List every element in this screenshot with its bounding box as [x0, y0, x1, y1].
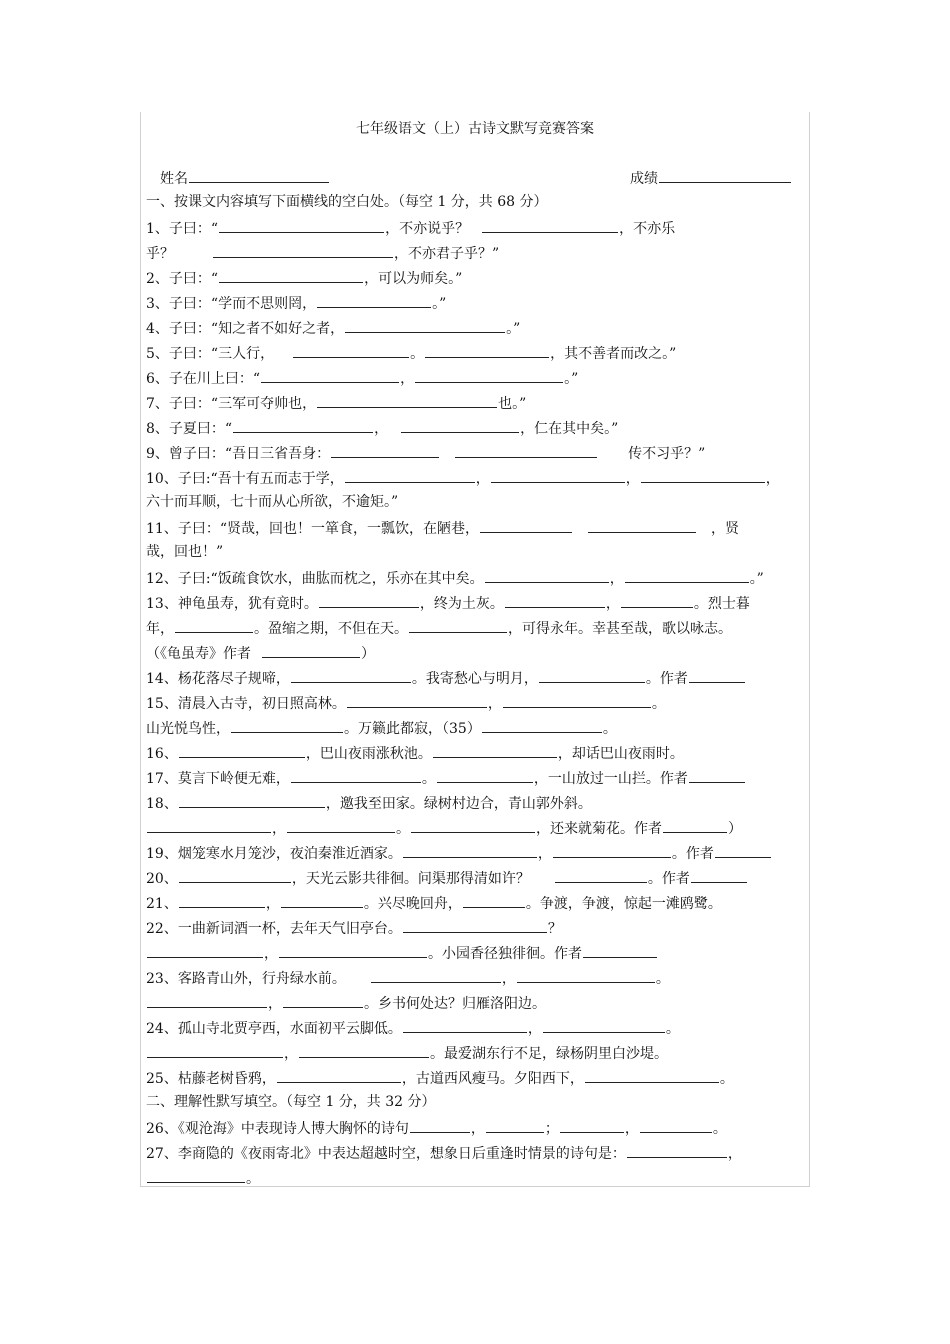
text-seg: 。	[421, 771, 436, 787]
text-seg: 3、子曰：“学而不思则罔，	[146, 296, 317, 312]
answer-blank[interactable]	[331, 442, 439, 458]
text-seg: 二、理解性默写填空。（每空 1 分，共 32 分）	[146, 1094, 436, 1110]
question-19	[146, 842, 806, 864]
text-seg: 18、	[146, 796, 178, 812]
text-seg: ，	[727, 1146, 742, 1162]
answer-blank[interactable]	[486, 1117, 544, 1133]
text-seg: ，却话巴山夜雨时。	[557, 746, 684, 762]
text-seg: 六十而耳顺，七十而从心所欲，不逾矩。”	[146, 494, 399, 510]
text-seg: ，	[284, 1046, 298, 1062]
answer-blank[interactable]	[283, 992, 363, 1008]
text-seg: 。烈士暮	[693, 596, 750, 612]
text-seg: ，	[400, 371, 415, 387]
answer-blank[interactable]	[262, 642, 360, 658]
question-5	[146, 342, 806, 364]
answer-blank[interactable]	[641, 467, 765, 483]
text-seg: ，	[605, 596, 620, 612]
answer-blank[interactable]	[319, 592, 419, 608]
answer-blank[interactable]	[219, 267, 363, 283]
question-15	[146, 692, 806, 714]
text-seg: ，古道西风瘦马。夕阳西下，	[401, 1071, 584, 1087]
text-seg: 。作者	[671, 846, 714, 862]
answer-blank[interactable]	[553, 842, 671, 858]
answer-blank[interactable]	[401, 417, 519, 433]
text-seg: 11、子曰：“贤哉，回也！一箪食，一瓢饮，在陋巷，	[146, 521, 479, 537]
answer-blank[interactable]	[291, 667, 411, 683]
text-seg: 15、清晨入古寺，初日照高林。	[146, 696, 346, 712]
answer-blank[interactable]	[219, 217, 384, 233]
name-label: 姓名	[160, 171, 188, 187]
answer-blank[interactable]	[287, 817, 395, 833]
answer-blank[interactable]	[299, 1042, 429, 1058]
text-seg: 。”	[564, 371, 579, 387]
text-seg: ，	[374, 421, 389, 437]
answer-blank[interactable]	[482, 217, 618, 233]
text-seg: 6、子在川上曰：“	[146, 371, 261, 387]
answer-blank[interactable]	[455, 442, 597, 458]
text-seg: ，	[625, 471, 640, 487]
text-seg: 12、子曰:“饭疏食饮水，曲肱而枕之，乐亦在其中矣。	[146, 571, 484, 587]
text-seg: ；	[544, 1121, 559, 1137]
text-seg: 也。”	[498, 396, 527, 412]
answer-blank[interactable]	[403, 842, 537, 858]
text-seg: ，	[487, 696, 502, 712]
text-seg: 20、	[146, 871, 178, 887]
question-1-cont	[146, 242, 806, 264]
text-seg: 。”	[506, 321, 521, 337]
question-13	[146, 592, 806, 614]
score-label: 成绩	[630, 171, 658, 187]
text-seg: 。	[665, 1021, 680, 1037]
answer-blank[interactable]	[409, 617, 507, 633]
question-11-cont	[146, 542, 806, 562]
text-seg: ，	[470, 1121, 485, 1137]
text-seg: ，可得永年。幸甚至哉，歌以咏志。	[508, 621, 732, 637]
text-seg: 16、	[146, 746, 178, 762]
answer-blank[interactable]	[503, 692, 651, 708]
question-14	[146, 667, 806, 689]
text-seg: ，天光云影共徘徊。问渠那得清如许？	[291, 871, 530, 887]
answer-blank[interactable]	[463, 892, 525, 908]
answer-blank[interactable]	[281, 892, 363, 908]
answer-blank[interactable]	[347, 692, 487, 708]
text-seg: ？	[547, 921, 562, 937]
question-6	[146, 367, 806, 389]
text-seg: ，	[264, 946, 278, 962]
question-24-cont	[146, 1042, 806, 1064]
answer-blank[interactable]	[233, 417, 373, 433]
answer-blank[interactable]	[539, 667, 645, 683]
text-seg: 。	[712, 1121, 727, 1137]
answer-blank[interactable]	[485, 567, 609, 583]
question-27	[146, 1142, 806, 1164]
answer-blank[interactable]	[517, 967, 655, 983]
answer-blank[interactable]	[663, 817, 727, 833]
text-seg: 1、子曰：“	[146, 221, 219, 237]
text-seg: 。	[410, 346, 425, 362]
text-seg: ，巴山夜雨涨秋池。	[305, 746, 432, 762]
answer-blank[interactable]	[279, 942, 427, 958]
text-seg: ，不亦乐	[619, 221, 676, 237]
text-seg: ，	[265, 896, 280, 912]
question-11	[146, 517, 806, 539]
text-seg: 。作者	[645, 671, 688, 687]
answer-blank[interactable]	[640, 1117, 712, 1133]
question-3	[146, 292, 806, 314]
answer-blank[interactable]	[433, 742, 557, 758]
question-13-cont	[146, 617, 806, 639]
text-seg: 。”	[749, 571, 764, 587]
answer-blank[interactable]	[371, 967, 501, 983]
text-seg: 。兴尽晚回舟，	[363, 896, 462, 912]
text-seg: ，其不善者而改之。”	[550, 346, 677, 362]
answer-blank[interactable]	[715, 842, 771, 858]
answer-blank[interactable]	[179, 792, 325, 808]
text-seg: ，还来就菊花。作者	[536, 821, 662, 837]
text-seg: ，	[624, 1121, 639, 1137]
text-seg: 年，	[146, 621, 174, 637]
text-seg: ）	[728, 821, 742, 837]
answer-blank[interactable]	[543, 1017, 665, 1033]
text-seg: ，仁在其中矣。”	[520, 421, 619, 437]
answer-blank[interactable]	[555, 867, 647, 883]
text-seg: 。盈缩之期，不但在天。	[254, 621, 408, 637]
text-seg: ，不亦君子乎？”	[394, 246, 500, 262]
text-seg: ，	[609, 571, 624, 587]
answer-blank[interactable]	[691, 867, 747, 883]
answer-blank[interactable]	[491, 467, 625, 483]
text-seg: 26、《观沧海》中表现诗人博大胸怀的诗句	[146, 1121, 409, 1137]
text-seg: ，	[475, 471, 490, 487]
question-13-author	[146, 642, 806, 664]
question-4	[146, 317, 806, 339]
text-seg: 。争渡，争渡，惊起一滩鸥鹭。	[525, 896, 722, 912]
question-8	[146, 417, 806, 439]
text-seg: 22、一曲新词酒一杯，去年天气旧亭台。	[146, 921, 402, 937]
question-17	[146, 767, 806, 789]
text-seg: ，贤	[710, 521, 739, 537]
answer-blank[interactable]	[147, 1042, 283, 1058]
answer-blank[interactable]	[560, 1117, 624, 1133]
answer-blank[interactable]	[317, 392, 497, 408]
score-field	[630, 167, 792, 189]
text-seg: 山光悦鸟性，	[146, 721, 230, 737]
text-seg: 8、子夏曰：“	[146, 421, 233, 437]
text-seg: ，终为土灰。	[419, 596, 504, 612]
answer-blank[interactable]	[345, 317, 505, 333]
text-seg: 24、孤山寺北贾亭西，水面初平云脚低。	[146, 1021, 402, 1037]
text-seg: 。	[246, 1171, 260, 1187]
text-seg: 7、子曰：“三军可夺帅也，	[146, 396, 317, 412]
question-22-cont	[146, 942, 806, 964]
answer-blank[interactable]	[625, 567, 749, 583]
answer-blank[interactable]	[689, 667, 745, 683]
text-seg: ，	[765, 471, 780, 487]
answer-blank[interactable]	[411, 817, 535, 833]
answer-blank[interactable]	[293, 342, 409, 358]
answer-blank[interactable]	[147, 992, 267, 1008]
question-27-cont	[146, 1167, 806, 1189]
score-blank[interactable]	[659, 167, 791, 183]
answer-blank[interactable]	[291, 767, 421, 783]
text-seg: 。作者	[647, 871, 690, 887]
text-seg: 传不习乎？”	[628, 446, 706, 462]
answer-blank[interactable]	[277, 1067, 401, 1083]
question-10	[146, 467, 806, 489]
answer-blank[interactable]	[179, 742, 305, 758]
answer-blank[interactable]	[147, 1167, 245, 1183]
text-seg: 9、曾子曰：“吾日三省吾身：	[146, 446, 331, 462]
answer-blank[interactable]	[403, 917, 547, 933]
name-blank[interactable]	[189, 167, 329, 183]
question-18	[146, 792, 806, 814]
answer-blank[interactable]	[317, 292, 431, 308]
answer-blank[interactable]	[689, 767, 745, 783]
text-seg: ，	[537, 846, 552, 862]
text-seg: 乎？	[146, 246, 174, 262]
answer-blank[interactable]	[403, 1017, 527, 1033]
answer-blank[interactable]	[480, 517, 572, 533]
text-seg: 19、烟笼寒水月笼沙，夜泊秦淮近酒家。	[146, 846, 402, 862]
question-2	[146, 267, 806, 289]
question-15-cont	[146, 717, 806, 739]
question-21	[146, 892, 806, 914]
answer-blank[interactable]	[179, 867, 291, 883]
question-10-cont	[146, 492, 806, 512]
answer-blank[interactable]	[231, 717, 343, 733]
section-1-heading: 一、按课文内容填写下面横线的空白处。（每空 1 分，共 68 分）	[146, 194, 548, 210]
answer-blank[interactable]	[583, 942, 657, 958]
answer-blank[interactable]	[213, 242, 393, 258]
text-seg: 。	[719, 1071, 734, 1087]
text-seg: 25、枯藤老树昏鸦，	[146, 1071, 276, 1087]
text-seg: ，一山放过一山拦。作者	[533, 771, 688, 787]
question-24	[146, 1017, 806, 1039]
text-seg: 。	[602, 721, 617, 737]
text-seg: 。”	[432, 296, 447, 312]
answer-blank[interactable]	[621, 592, 693, 608]
text-seg: 5、子曰：“三人行，	[146, 346, 275, 362]
text-seg: 。	[396, 821, 410, 837]
question-26	[146, 1117, 806, 1139]
question-9	[146, 442, 806, 464]
text-seg: ，不亦说乎？	[385, 221, 470, 237]
text-seg: 。小园香径独徘徊。作者	[428, 946, 582, 962]
answer-blank[interactable]	[627, 1142, 727, 1158]
answer-blank[interactable]	[345, 467, 475, 483]
text-seg: ，邀我至田家。绿树村边合，青山郭外斜。	[325, 796, 592, 812]
question-12	[146, 567, 806, 589]
question-22	[146, 917, 806, 939]
text-seg: 21、	[146, 896, 178, 912]
text-seg: ，	[501, 971, 516, 987]
text-seg: 10、子曰:“吾十有五而志于学，	[146, 471, 344, 487]
answer-blank[interactable]	[147, 942, 263, 958]
page-title: 七年级语文（上）古诗文默写竞赛答案	[356, 121, 594, 137]
text-seg: 。万籁此都寂，（35）	[344, 721, 481, 737]
answer-blank[interactable]	[425, 342, 549, 358]
section-2-heading	[146, 1092, 806, 1112]
question-1	[146, 217, 806, 239]
text-seg: 4、子曰：“知之者不如好之者，	[146, 321, 345, 337]
text-seg: ，可以为师矣。”	[364, 271, 463, 287]
text-seg: ）	[361, 646, 375, 662]
text-seg: 。乡书何处达？归雁洛阳边。	[364, 996, 546, 1012]
answer-blank[interactable]	[261, 367, 399, 383]
text-seg: 。	[655, 971, 670, 987]
text-seg: （《龟虽寿》作者	[146, 646, 251, 662]
text-seg: 。最爱湖东行不足，绿杨阴里白沙堤。	[430, 1046, 668, 1062]
text-seg: 2、子曰：“	[146, 271, 219, 287]
answer-blank[interactable]	[437, 767, 533, 783]
question-25	[146, 1067, 806, 1089]
text-seg: ，	[272, 821, 286, 837]
name-field	[160, 167, 330, 189]
question-16	[146, 742, 806, 764]
text-seg: 哉，回也！”	[146, 544, 224, 560]
answer-blank[interactable]	[482, 717, 602, 733]
text-seg: 27、李商隐的《夜雨寄北》中表达超越时空，想象日后重逢时情景的诗句是：	[146, 1146, 626, 1162]
question-20	[146, 867, 806, 889]
text-seg: 。	[651, 696, 666, 712]
answer-blank[interactable]	[147, 817, 271, 833]
question-23	[146, 967, 806, 989]
text-seg: 14、杨花落尽子规啼，	[146, 671, 290, 687]
text-seg: 23、客路青山外，行舟绿水前。	[146, 971, 346, 987]
answer-blank[interactable]	[415, 367, 563, 383]
text-seg: ，	[527, 1021, 542, 1037]
answer-blank[interactable]	[588, 517, 696, 533]
answer-blank[interactable]	[410, 1117, 470, 1133]
answer-blank[interactable]	[179, 892, 265, 908]
text-seg: ，	[268, 996, 282, 1012]
question-18-cont	[146, 817, 806, 839]
answer-blank[interactable]	[175, 617, 253, 633]
question-7	[146, 392, 806, 414]
answer-blank[interactable]	[585, 1067, 719, 1083]
text-seg: 。我寄愁心与明月，	[411, 671, 538, 687]
question-23-cont	[146, 992, 806, 1014]
text-seg: 13、神龟虽寿，犹有竟时。	[146, 596, 318, 612]
text-seg: 17、莫言下岭便无难，	[146, 771, 290, 787]
answer-blank[interactable]	[505, 592, 605, 608]
